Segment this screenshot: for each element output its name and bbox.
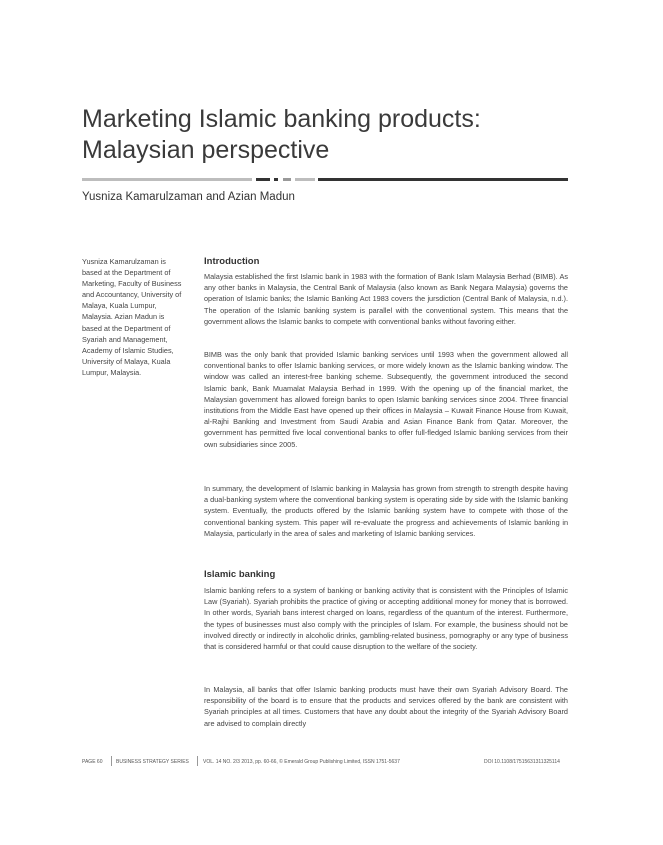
rule-dark-block: [256, 178, 270, 181]
rule-mid-block: [283, 178, 291, 181]
volume-info: VOL. 14 NO. 2/3 2013, pp. 60-66, © Emerald Group Publishing Limited, ISSN 1751-5637: [203, 759, 400, 765]
author-affiliations: Yusniza Kamarulzaman is based at the Department of Marketing, Faculty of Business and Accountancy, University of Malaya, Kuala Lumpur, Malaysia. Azian Madun is based at the Department of Syariah and Management, Academy of Islamic Studies, University of Malaya, Kuala Lumpur, Malaysia.: [82, 257, 182, 377]
footer-divider: [111, 756, 112, 766]
footer-divider: [197, 756, 198, 766]
section-heading-islamic-banking: Islamic banking: [204, 569, 276, 580]
rule-light-left: [82, 178, 252, 181]
article-title: [82, 104, 582, 166]
paragraph: In Malaysia, all banks that offer Islamic banking products must have their own Syariah Advisory Board. The responsibility of the board is to ensure that the products and services offered by the bank are consistent with Syariah principles at all times. Customers that have any doubt about the integrity of the Syariah Advisory Board are advised to complain directly: [204, 685, 568, 728]
rule-dark-dot: [274, 178, 278, 181]
rule-dark-right: [318, 178, 568, 181]
rule-light-mid: [295, 178, 315, 181]
section-heading-introduction: Introduction: [204, 256, 260, 267]
title-line-2: Malaysian perspective: [82, 136, 330, 164]
paragraph: BIMB was the only bank that provided Islamic banking services until 1993 when the government allowed all conventional banks to offer Islamic banking services, or more widely known as the Islamic banking window. The window was called an interest-free banking scheme. Subsequently, the government introduced the second Islamic bank, Bank Muamalat Malaysia Berhad in 1999. With the opening up of the financial market, the Malaysian government has allowed foreign banks to open Islamic banking services since 2004. Three financial institutions from the Middle East have opened up their offices in Malaysia – Kuwait Finance House from Kuwait, al-Rajhi Banking and Investment from Saudi Arabia and Asian Finance Bank from Qatar. Moreover, the government has permitted five local conventional banks to offer full-fledged Islamic banking services from their own subsidiaries since 2005.: [204, 350, 568, 449]
doi: DOI 10.1108/17515631311325114: [484, 759, 560, 765]
page-number: PAGE 60: [82, 759, 103, 765]
paragraph: Islamic banking refers to a system of banking or banking activity that is consistent with the Principles of Islamic Law (Syariah). Syariah prohibits the practice of giving or accepting additional money for money that is borrowed. In other words, Syariah bans interest charged on loans, regardless of the quantum of the interest. Furthermore, the types of businesses must also comply with the principles of Islam. For example, the business should not be involved directly or indirectly in alcoholic drinks, gambling-related business, pornography or any type of business that is considered harmful or that could cause disruption to the welfare of the society.: [204, 586, 568, 652]
series-name: BUSINESS STRATEGY SERIES: [116, 759, 189, 765]
paragraph: Malaysia established the first Islamic bank in 1983 with the formation of Bank Islam Malaysia Berhad (BIMB). As any other banks in Malaysia, the Central Bank of Malaysia (also known as Bank Negara Malaysia) governs the operation of Islamic banks; the Islamic Banking Act 1983 covers the jursdiction (Central Bank of Malaysia, n.d.). The operation of the Islamic banking system is parallel with the conventional system. This means that the government allows the Islamic banks to compete with conventional banks without favoring either.: [204, 272, 568, 326]
paragraph: In summary, the development of Islamic banking in Malaysia has grown from strength to strength despite having a dual-banking system where the conventional banking system is operating side by side with the Islamic banking system. Eventually, the products offered by the Islamic banking system have to compete with those of the conventional banking system. This paper will re-evaluate the progress and achievements of Islamic banking in Malaysia, particularly in the area of sales and marketing of Islamic banking services.: [204, 484, 568, 538]
authors: Yusniza Kamarulzaman and Azian Madun: [82, 191, 295, 203]
title-line-1: Marketing Islamic banking products:: [82, 105, 481, 133]
